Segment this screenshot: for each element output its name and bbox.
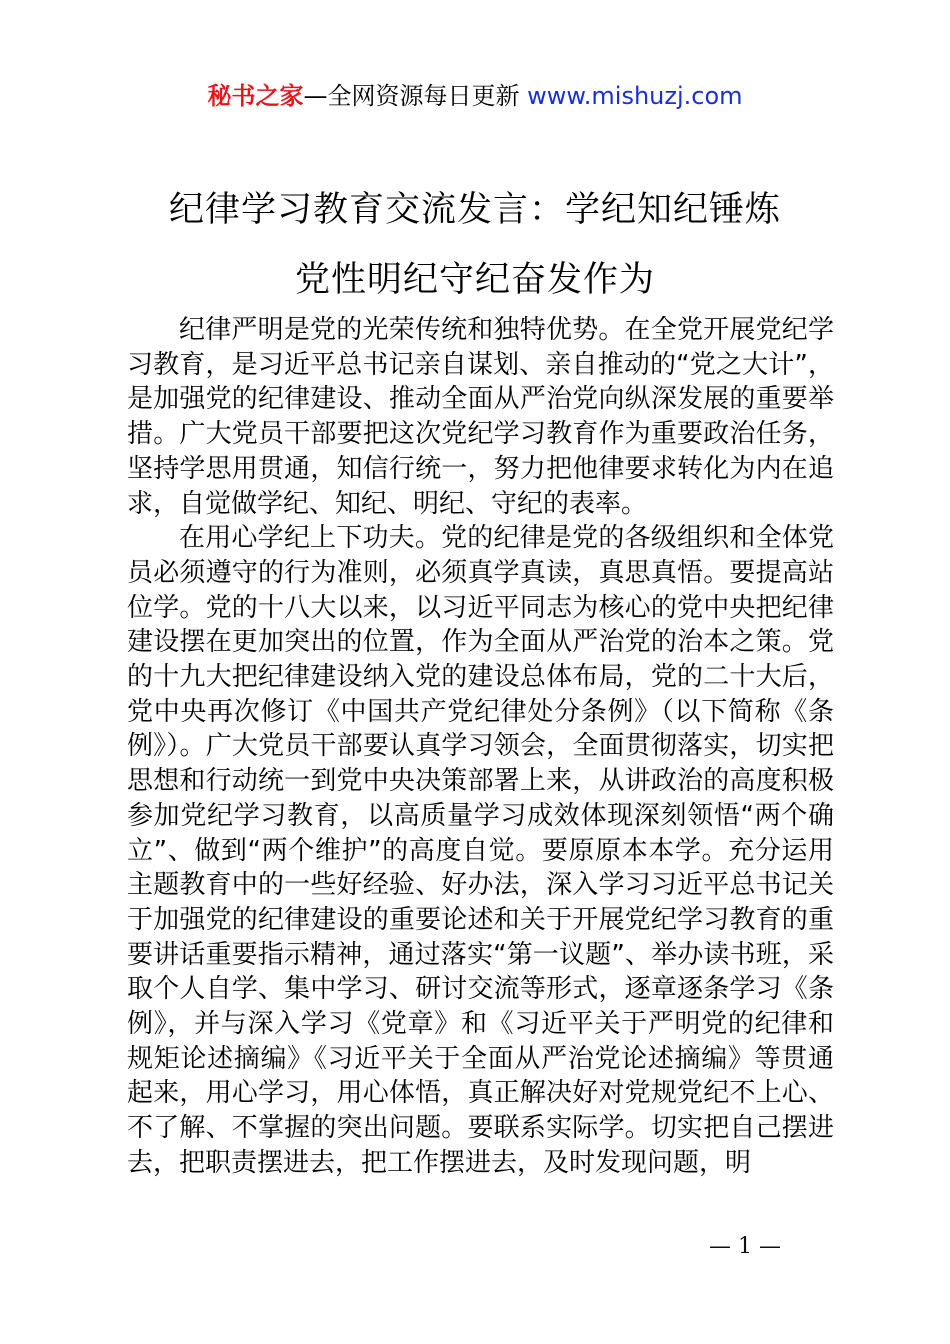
- site-header: [0, 80, 950, 112]
- document-title-line-2: 党性明纪守纪奋发作为: [294, 260, 655, 300]
- document-body: [127, 313, 834, 1181]
- body-paragraph: 纪律严明是党的光荣传统和独特优势。在全党开展党纪学习教育，是习近平总书记亲自谋划、亲自推动的“党之大计”，是加强党的纪律建设、推动全面从严治党向纵深发展的重要举措。广大党员干部要把这次党纪学习教育作为重要政治任务，坚持学思用贯通，知信行统一，努力把他律要求转化为内在追求，自觉做学纪、知纪、明纪、守纪的表率。: [127, 315, 834, 519]
- body-paragraph: 在用心学纪上下功夫。党的纪律是党的各级组织和全体党员必须遵守的行为准则，必须真学真读，真思真悟。要提高站位学。党的十八大以来，以习近平同志为核心的党中央把纪律建设摆在更加突出的位置，作为全面从严治党的治本之策。党的十九大把纪律建设纳入党的建设总体布局，党的二十大后，党中央再次修订《中国共产党纪律处分条例》（以下简称《条例》）。广大党员干部要认真学习领会，全面贯彻落实，切实把思想和行动统一到党中央决策部署上来，从讲政治的高度积极参加党纪学习教育，以高质量学习成效体现深刻领悟“两个确立”、做到“两个维护”的高度自觉。要原原本本学。充分运用主题教育中的一些好经验、好办法，深入学习习近平总书记关于加强党的纪律建设的重要论述和关于开展党纪学习教育的重要讲话重要指示精神，通过落实“第一议题”、举办读书班，采取个人自学、集中学习、研讨交流等形式，逐章逐条学习《条例》，并与深入学习《党章》和《习近平关于严明党的纪律和规矩论述摘编》《习近平关于全面从严治党论述摘编》等贯通起来，用心学习，用心体悟，真正解决好对党规党纪不上心、不了解、不掌握的突出问题。要联系实际学。切实把自己摆进去，把职责摆进去，把工作摆进去，及时发现问题，明: [127, 523, 834, 1178]
- site-brand: 秘书之家: [207, 82, 304, 110]
- document-title-line-1: 纪律学习教育交流发言：学纪知纪锤炼: [168, 190, 781, 230]
- site-tagline: —全网资源每日更新: [303, 82, 520, 110]
- site-url-link[interactable]: www.mishuzj.com: [527, 82, 743, 110]
- page-number: — 1 —: [709, 1234, 781, 1259]
